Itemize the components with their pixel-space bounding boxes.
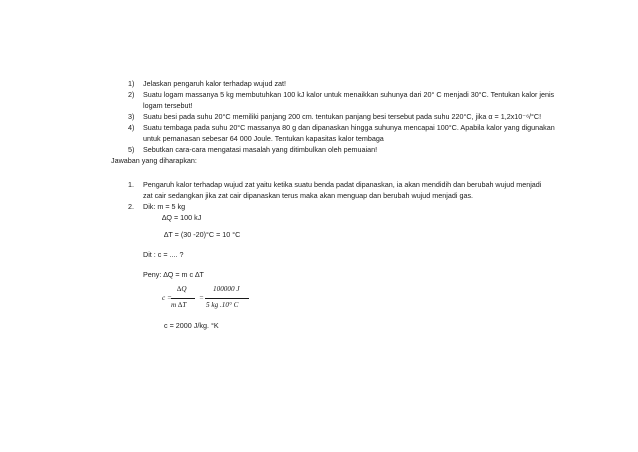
answer-1-number: 1. [128, 180, 134, 189]
question-4-number: 4) [128, 123, 135, 132]
answer-2-known-mass: Dik: m = 5 kg [143, 202, 186, 211]
answer-1-text-line-1: Pengaruh kalor terhadap wujud zat yaitu ketika suatu benda padat dipanaskan, ia akan mendidih dan berubah wujud menjadi [143, 180, 542, 189]
answer-2-asked: Dit : c = .... ? [143, 250, 184, 259]
question-4-text-line-2: untuk pemanasan sebesar 64 000 Joule. Tentukan kapasitas kalor tembaga [143, 134, 384, 143]
answer-2-solution-formula: Peny: ∆Q = m c ∆T [143, 270, 204, 279]
question-3-text: Suatu besi pada suhu 20°C memiliki panjang 200 cm. tentukan panjang besi tersebut pada suhu 220°C, jika α = 1,2x10⁻⁶/°C! [143, 112, 542, 121]
answer-2-result: c = 2000 J/kg. °K [164, 321, 219, 330]
answer-1-text-line-2: zat cair sedangkan jika zat cair dipanaskan terus maka akan menguap dan berubah wujud menjadi gas. [143, 191, 474, 200]
question-2-text-line-2: logam tersebut! [143, 101, 193, 110]
question-2-text-line-1: Suatu logam massanya 5 kg membutuhkan 100 kJ kalor untuk menaikkan suhunya dari 20° C menjadi 30°C. Tentukan kalor jenis [143, 90, 555, 99]
question-5-number: 5) [128, 145, 135, 154]
question-2-number: 2) [128, 90, 135, 99]
fraction-1-numerator: ∆Q [177, 285, 187, 293]
fraction-1-bar [171, 298, 195, 299]
fraction-2-bar [205, 298, 249, 299]
fraction-2-denominator: 5 kg .10° C [206, 301, 239, 309]
fraction-2-numerator: 100000 J [213, 285, 240, 293]
question-3-number: 3) [128, 112, 135, 121]
answers-heading: Jawaban yang diharapkan: [111, 156, 197, 165]
question-1-text: Jelaskan pengaruh kalor terhadap wujud zat! [143, 79, 287, 88]
fraction-lhs: c = [162, 294, 172, 302]
fraction-equals: = [199, 294, 204, 302]
answer-2-number: 2. [128, 202, 134, 211]
question-4-text-line-1: Suatu tembaga pada suhu 20°C massanya 80 g dan dipanaskan hingga suhunya mencapai 100°C. Apabila kalor yang digunakan [143, 123, 555, 132]
question-5-text: Sebutkan cara-cara mengatasi masalah yang ditimbulkan oleh pemuaian! [143, 145, 378, 154]
answer-2-known-temperature: ∆T = (30 -20)°C = 10 °C [164, 230, 241, 239]
question-1-number: 1) [128, 79, 135, 88]
answer-2-known-heat: ∆Q = 100 kJ [162, 213, 202, 222]
fraction-1-denominator: m ∆T [171, 301, 187, 309]
